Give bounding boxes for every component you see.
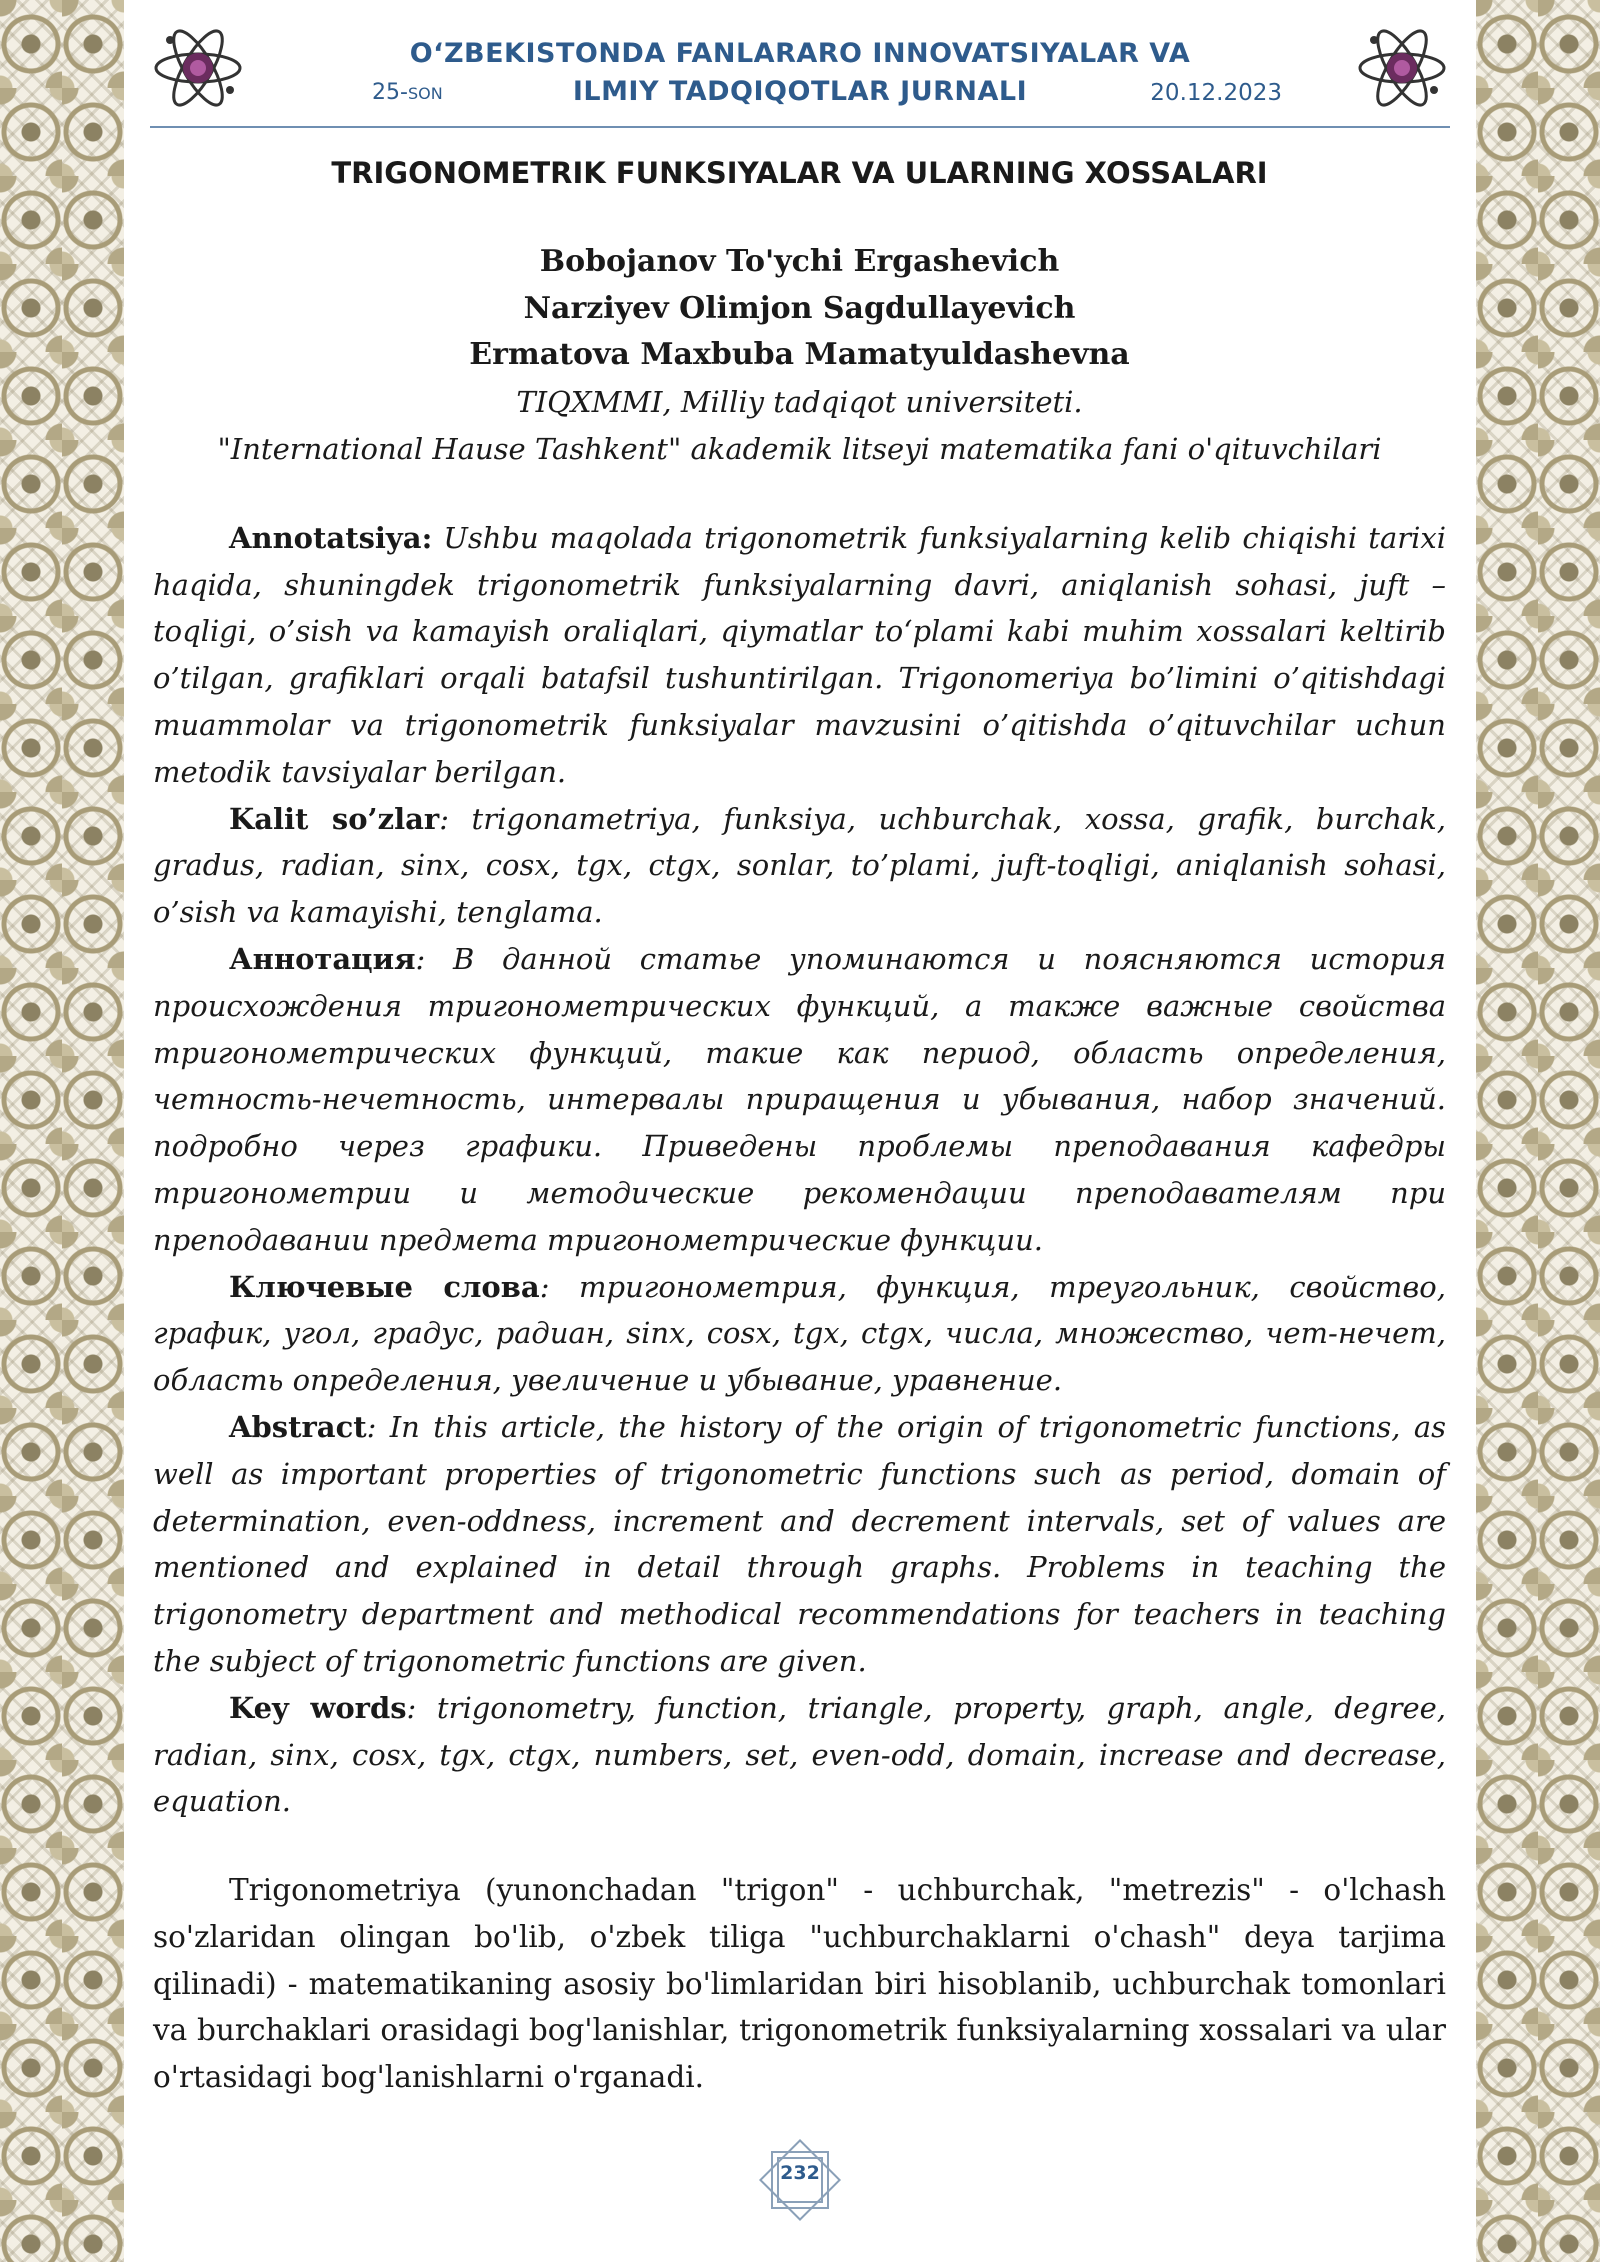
- author-2: Narziyev Olimjon Sagdullayevich: [523, 290, 1076, 326]
- journal-header: [150, 14, 1450, 128]
- journal-title-line2: ILMIY TADQIQOTLAR JURNALI: [572, 76, 1028, 107]
- ornamental-border-left: [0, 0, 124, 2262]
- annotation-ru-text: : В данной статье упоминаются и поясняются история происхождения тригонометрических функций, а также важные свойства тригонометрических функций, такие как период, область определения, четность-нечетность, интервалы приращения и убывания, набор значений. подробно через графики. Приведены проблемы преподавания кафедры тригонометрии и методические рекомендации преподавателям при преподавании предмета тригонометрические функции.: [153, 941, 1446, 1257]
- issue-date: 20.12.2023: [1150, 80, 1282, 106]
- affiliation-1: TIQXMMI, Milliy tadqiqot universiteti.: [516, 385, 1083, 420]
- abstract-en-text: : In this article, the history of the origin of trigonometric functions, as well as important properties of trigonometric functions such as period, domain of determination, even-oddness, increment and decrement intervals, set of values are mentioned and explained in detail through graphs. Problems in teaching the trigonometry department and methodical recommendations for teachers in teaching the subject of trigonometric functions are given.: [153, 1409, 1446, 1678]
- keywords-en: [153, 1685, 1446, 1825]
- keywords-en-label: Key words: [229, 1690, 407, 1725]
- annotation-ru-label: Аннотация: [229, 941, 416, 976]
- article-title: TRIGONOMETRIK FUNKSIYALAR VA ULARNING XOSSALARI: [331, 156, 1268, 190]
- issue-number: [372, 80, 443, 105]
- annotation-uz-label: Annotatsiya:: [229, 520, 433, 555]
- keywords-ru-label: Ключевые слова: [229, 1269, 540, 1304]
- keywords-uz-label: Kalit so’zlar: [229, 801, 440, 836]
- annotation-uz: [153, 515, 1446, 796]
- keywords-uz: [153, 796, 1446, 936]
- annotation-uz-text: Ushbu maqolada trigonometrik funksiyalarning kelib chiqishi tarixi haqida, shuningdek trigonometrik funksiyalarning davri, aniqlanish sohasi, juft – toqligi, o’sish va kamayish oraliqlari, qiymatlar to‘plami kabi muhim xossalari keltirib o’tilgan, grafiklari orqali batafsil tushuntirilgan. Trigonomeriya bo’limini o’qitishdagi muammolar va trigonometrik funksiyalar mavzusini o’qitishda o’qituvchilar uchun metodik tavsiyalar berilgan.: [153, 520, 1446, 789]
- body-paragraph-1: Trigonometriya (yunonchadan "trigon" - uchburchak, "metrezis" - o'lchash so'zlaridan olingan bo'lib, o'zbek tiliga "uchburchaklarni o'chash" deya tarjima qilinadi) - matematikaning asosiy bo'limlaridan biri hisoblanib, uchburchak tomonlari va burchaklari orasidagi bog'lanishlar, trigonometrik funksiyalarning xossalari va ular o'rtasidagi bog'lanishlarni o'rganadi.: [153, 1873, 1446, 2095]
- annotation-ru: [153, 936, 1446, 1264]
- issue-suffix: SON: [407, 84, 443, 103]
- keywords-uz-text: : trigonametriya, funksiya, uchburchak, xossa, grafik, burchak, gradus, radian, sinx, cosx, tgx, ctgx, sonlar, to’plami, juft-toqligi, aniqlanish sohasi, o’sish va kamayishi, tenglama.: [153, 801, 1447, 930]
- abstract-en-label: Abstract: [229, 1409, 367, 1444]
- journal-title-line1: O‘ZBEKISTONDA FANLARARO INNOVATSIYALAR VA: [409, 38, 1191, 69]
- keywords-en-text: : trigonometry, function, triangle, property, graph, angle, degree, radian, sinx, cosx, tgx, ctgx, numbers, set, even-odd, domain, increase and decrease, equation.: [153, 1690, 1446, 1819]
- page-number: 232: [780, 2162, 820, 2184]
- author-1: Bobojanov To'ychi Ergashevich: [539, 243, 1060, 279]
- keywords-ru-text: : тригонометрия, функция, треугольник, свойство, график, угол, градус, радиан, sinx, cosx, tgx, ctgx, числа, множество, чет-нечет, область определения, увеличение и убывание, уравнение.: [153, 1269, 1446, 1398]
- keywords-ru: [153, 1264, 1446, 1404]
- issue-number-value: 25-: [372, 80, 408, 105]
- affiliation-2: "International Hause Tashkent" akademik litseyi matematika fani o'qituvchilari: [217, 431, 1382, 466]
- ornamental-border-right: [1476, 0, 1600, 2262]
- abstract-en: [153, 1404, 1446, 1685]
- article-content: [153, 140, 1446, 2101]
- author-3: Ermatova Maxbuba Mamatyuldashevna: [469, 337, 1130, 373]
